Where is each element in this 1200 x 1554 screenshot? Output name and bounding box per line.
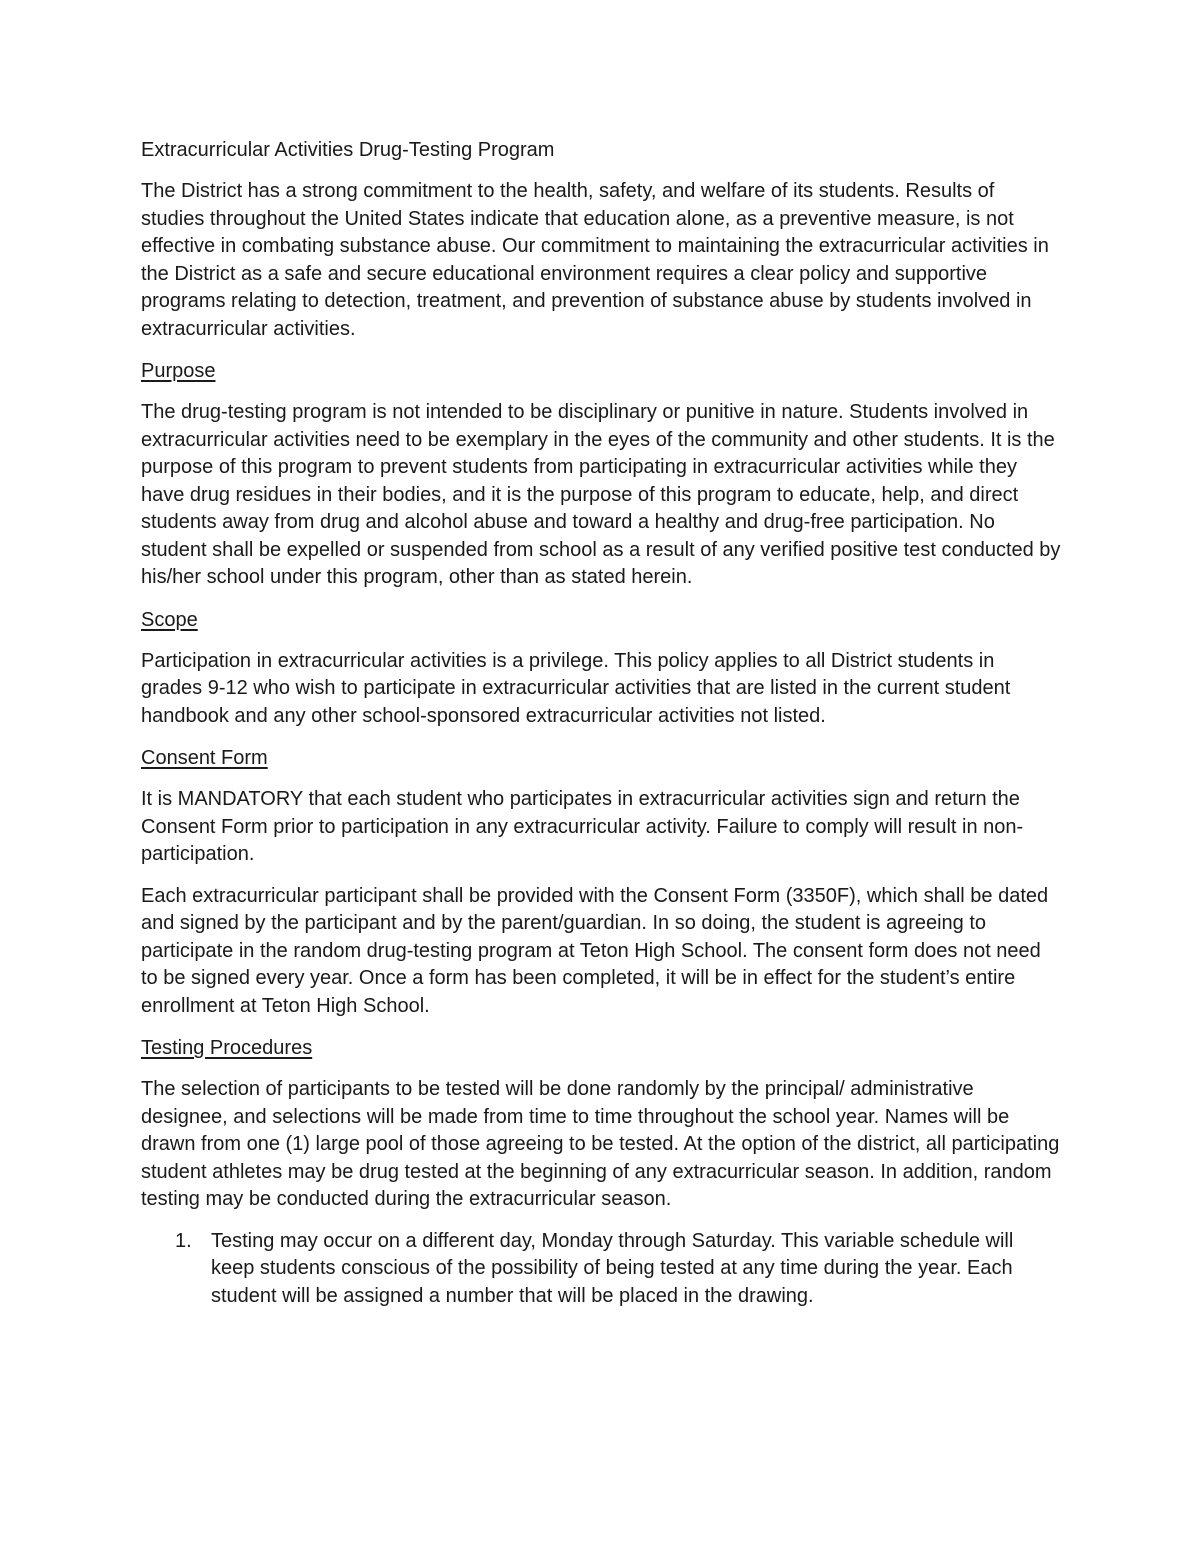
testing-paragraph: The selection of participants to be tested will be done randomly by the principal/ administrative designee, and selections will be made from time to time throughout the school year. Names will be drawn from one (1) large pool of those agreeing to be tested. At the option of the district, all participating student athletes may be drug tested at the beginning of any extracurricular season. In addition, random testing may be conducted during the extracurricular season.: [141, 1078, 1060, 1210]
list-item-number: 1.: [175, 1229, 192, 1252]
scope-heading: Scope: [141, 608, 198, 631]
consent-form-heading: Consent Form: [141, 747, 268, 769]
intro-paragraph: The District has a strong commitment to the health, safety, and welfare of its students. Results of studies throughout the United States indicate that education alone, as a preventive measure, is not effective in combating substance abuse. Our commitment to maintaining the extracurricular activities in the District as a safe and secure educational environment requires a clear policy and supportive programs relating to detection, treatment, and prevention of substance abuse by students involved in extracurricular activities.: [141, 180, 1049, 340]
scope-paragraph: Participation in extracurricular activities is a privilege. This policy applies to all District students in grades 9-12 who wish to participate in extracurricular activities that are listed in the current student handbook and any other school-sponsored extracurricular activities not listed.: [141, 649, 1011, 727]
testing-procedures-heading: Testing Procedures: [141, 1037, 313, 1059]
purpose-heading: Purpose: [141, 360, 216, 382]
list-item: [141, 1228, 1061, 1311]
testing-procedures-list: [141, 1228, 1061, 1311]
list-item-text: Testing may occur on a different day, Monday through Saturday. This variable schedule will keep students conscious of the possibility of being tested at any time during the year. Each student will be assigned a number that will be placed in the drawing.: [211, 1229, 1014, 1307]
consent-paragraph-1: It is MANDATORY that each student who participates in extracurricular activities sign and return the Consent Form prior to participation in any extracurricular activity. Failure to comply will result in non-participation.: [141, 788, 1024, 865]
document-page: [141, 136, 1061, 1310]
document-title: Extracurricular Activities Drug-Testing Program: [141, 139, 555, 161]
purpose-paragraph: The drug-testing program is not intended to be disciplinary or punitive in nature. Students involved in extracurricular activities need to be exemplary in the eyes of the community and other students. It is the purpose of this program to prevent students from participating in extracurricular activities while they have drug residues in their bodies, and it is the purpose of this program to educate, help, and direct students away from drug and alcohol abuse and toward a healthy and drug-free participation. No student shall be expelled or suspended from school as a result of any verified positive test conducted by his/her school under this program, other than as stated herein.: [141, 401, 1061, 588]
consent-paragraph-2: Each extracurricular participant shall be provided with the Consent Form (3350F), which shall be dated and signed by the participant and by the parent/guardian. In so doing, the student is agreeing to participate in the random drug-testing program at Teton High School. The consent form does not need to be signed every year. Once a form has been completed, it will be in effect for the student’s entire enrollment at Teton High School.: [141, 884, 1049, 1017]
